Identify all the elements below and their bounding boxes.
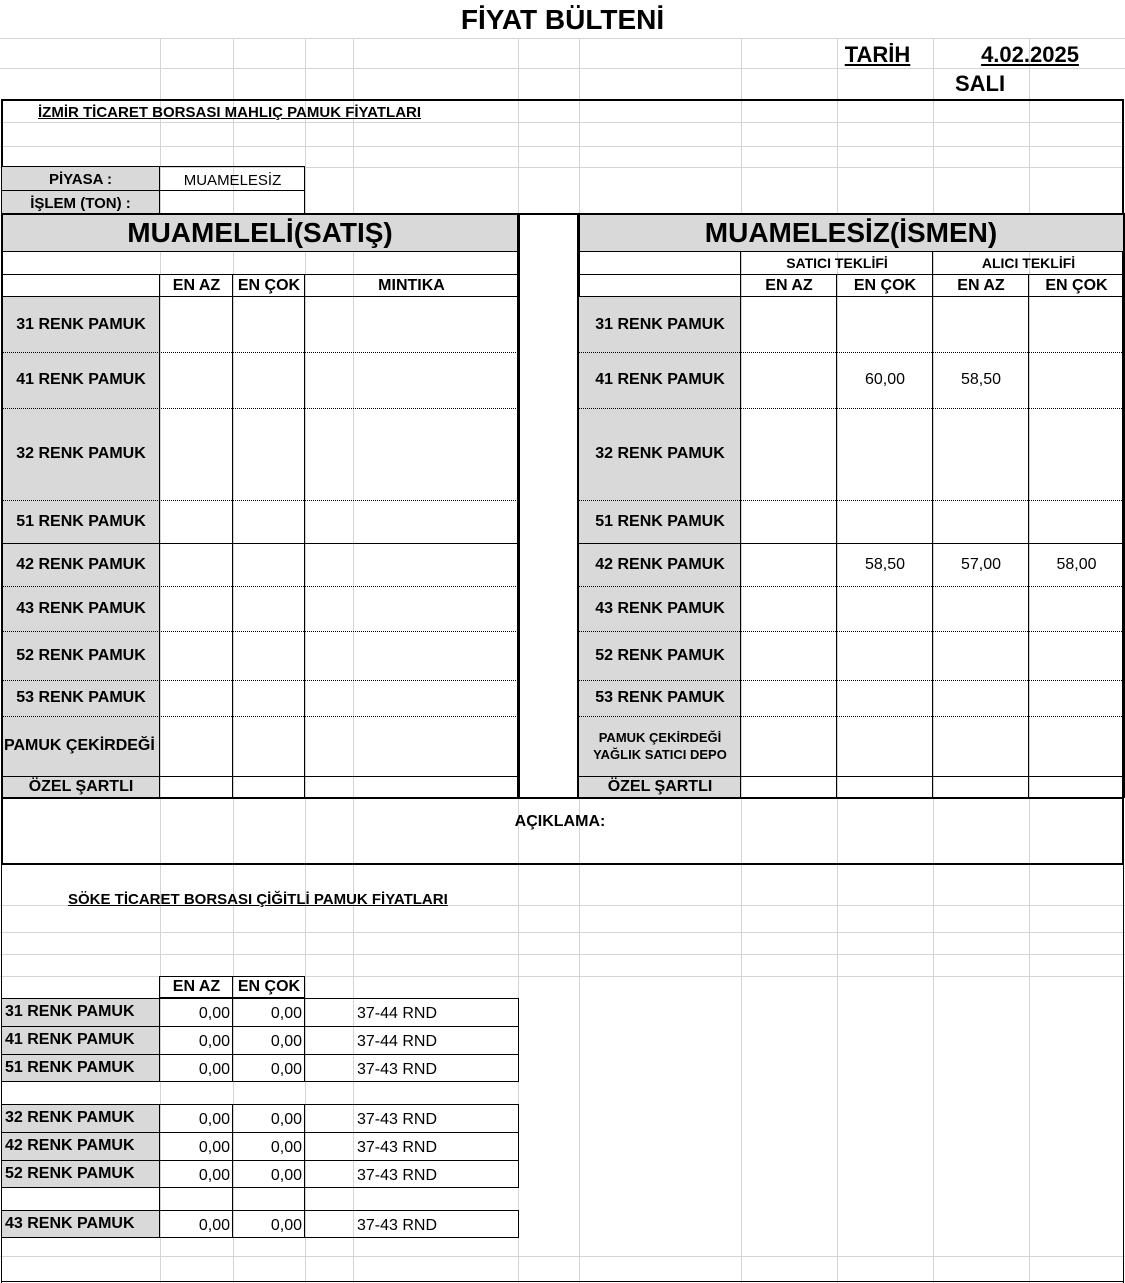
buyer-max-cell [1029, 631, 1124, 680]
left-row-divider-5 [1, 586, 518, 587]
right-row-label: 41 RENK PAMUK [595, 371, 725, 388]
left-row-divider-4 [1, 543, 518, 544]
left-row-divider-1 [1, 352, 518, 353]
seller-max-cell [837, 631, 933, 680]
soke-spacer-divider-a [159, 1188, 160, 1210]
buyer-min-cell [933, 680, 1029, 716]
seller-max-cell [837, 776, 933, 797]
soke-col-max: EN ÇOK [237, 978, 301, 995]
soke-row-label: 52 RENK PAMUK [5, 1165, 135, 1182]
soke-col-line-c-1 [304, 1104, 305, 1188]
izmir-section-title: İZMİR TİCARET BORSASI MAHLIÇ PAMUK FİYATLARI [38, 103, 422, 121]
left-row-label: 51 RENK PAMUK [16, 512, 146, 530]
right-row-label-line1: PAMUK ÇEKİRDEĞİ [598, 730, 722, 745]
seller-min-cell [741, 586, 837, 631]
soke-max-cell: 0,00 [270, 1138, 302, 1156]
lower-left-edge [1, 865, 2, 1283]
title-bottom-left [1, 251, 518, 252]
soke-min-cell: 0,00 [198, 1166, 230, 1184]
islem-label: İŞLEM (TON) : [30, 194, 131, 212]
soke-note-cell: 37-43 RND [357, 1138, 438, 1156]
seller-max-cell [837, 680, 933, 716]
soke-note-cell: 37-43 RND [357, 1060, 438, 1078]
soke-col-line-b-2 [232, 1210, 233, 1238]
soke-col-line-b-0 [232, 998, 233, 1082]
buyer-min-cell [933, 631, 1029, 680]
note-label: AÇIKLAMA: [514, 813, 606, 830]
buyer-group-header: ALICI TEKLİFİ [981, 255, 1076, 271]
soke-min-cell: 0,00 [198, 1110, 230, 1128]
right-row-label: 31 RENK PAMUK [595, 315, 725, 333]
soke-min-cell: 0,00 [198, 1138, 230, 1156]
seller-group-header: SATICI TEKLİFİ [786, 255, 888, 271]
soke-max-cell: 0,00 [270, 1004, 302, 1022]
left-row-divider-8 [1, 716, 518, 717]
seller-max-cell [837, 586, 933, 631]
right-row-divider-6 [579, 631, 1124, 632]
left-row-label: 31 RENK PAMUK [16, 315, 146, 333]
left-row-label: ÖZEL ŞARTLI [28, 777, 134, 795]
right-row-label [579, 716, 741, 776]
soke-note-cell: 37-43 RND [357, 1166, 438, 1184]
day-label: SALI [954, 71, 1006, 96]
buyer-min-cell [933, 586, 1029, 631]
seller-max-cell [837, 500, 933, 543]
right-row-divider-1 [579, 352, 1124, 353]
soke-group-border-1 [1, 1104, 519, 1188]
soke-section-title: SÖKE TİCARET BORSASI ÇİĞİTLİ PAMUK FİYATLARI [68, 890, 448, 908]
left-title: MUAMELELİ(SATIŞ) [127, 216, 393, 248]
soke-max-cell: 0,00 [270, 1166, 302, 1184]
seller-min-cell [741, 352, 837, 408]
right-col-line-label [740, 252, 741, 798]
soke-spacer-row [1, 1188, 305, 1210]
soke-min-cell: 0,00 [198, 1004, 230, 1022]
seller-min-cell [741, 500, 837, 543]
soke-max-cell: 0,00 [270, 1060, 302, 1078]
left-col-min: EN AZ [172, 277, 221, 294]
seller-max-cell: 58,50 [864, 555, 906, 573]
soke-row-label: 42 RENK PAMUK [5, 1137, 135, 1154]
left-row-label: 52 RENK PAMUK [16, 646, 146, 664]
soke-row-label: 31 RENK PAMUK [5, 1003, 135, 1020]
page-title: FİYAT BÜLTENİ [460, 4, 665, 35]
buyer-max-cell [1029, 297, 1124, 352]
seller-max-cell [837, 716, 933, 776]
seller-min-cell [741, 776, 837, 797]
left-table-right-edge [517, 213, 520, 798]
right-row-divider-9 [579, 776, 1124, 777]
buyer-max-cell [1029, 352, 1124, 408]
left-row-divider-2 [1, 408, 518, 409]
left-row-divider-6 [1, 631, 518, 632]
gridline-row-7 [0, 954, 1125, 955]
right-col-line-buyermax [1028, 274, 1029, 798]
soke-note-cell: 37-43 RND [357, 1110, 438, 1128]
buyer-min-cell: 58,50 [960, 371, 1002, 388]
left-row-label: 32 RENK PAMUK [16, 445, 146, 462]
gridline-row-0 [0, 38, 1125, 39]
right-row-label: 52 RENK PAMUK [595, 646, 725, 664]
soke-note-cell: 37-44 RND [357, 1032, 438, 1050]
left-row-label: 41 RENK PAMUK [16, 371, 146, 388]
header-top-right [579, 274, 741, 275]
seller-max-cell: 60,00 [864, 371, 906, 388]
soke-max-cell: 0,00 [270, 1110, 302, 1128]
right-row-label: 32 RENK PAMUK [595, 445, 725, 462]
right-row-divider-7 [579, 680, 1124, 681]
date-value: 4.02.2025 [981, 42, 1079, 67]
soke-note-cell: 37-43 RND [357, 1216, 438, 1234]
soke-col-line-a-0 [159, 998, 160, 1082]
soke-col-line-c-0 [304, 998, 305, 1082]
seller-max-cell [837, 297, 933, 352]
seller-min-cell [741, 716, 837, 776]
soke-group-border-0 [1, 998, 519, 1082]
left-frame-left [1, 213, 3, 798]
left-col-line-max [304, 274, 305, 798]
buyer-max-cell: 58,00 [1056, 555, 1097, 573]
right-row-label: 43 RENK PAMUK [595, 599, 725, 617]
right-col-seller-max: EN ÇOK [853, 277, 917, 294]
buyer-max-cell [1029, 716, 1124, 776]
buyer-min-cell [933, 500, 1029, 543]
soke-row-label: 32 RENK PAMUK [5, 1109, 135, 1126]
buyer-min-cell: 57,00 [960, 555, 1002, 573]
buyer-max-cell [1029, 500, 1124, 543]
soke-row-label: 43 RENK PAMUK [5, 1215, 135, 1232]
soke-min-cell: 0,00 [198, 1216, 230, 1234]
right-row-label-line2: YAĞLIK SATICI DEPO [593, 747, 727, 762]
seller-min-cell [741, 408, 837, 500]
right-col-buyer-max: EN ÇOK [1045, 277, 1108, 294]
title-top-border [1, 213, 1124, 215]
buyer-max-cell [1029, 408, 1124, 500]
right-row-label: 42 RENK PAMUK [595, 555, 725, 573]
buyer-min-cell [933, 776, 1029, 797]
buyer-min-cell [933, 297, 1029, 352]
soke-col-line-b-1 [232, 1104, 233, 1188]
seller-min-cell [741, 680, 837, 716]
lower-right-edge [1123, 865, 1124, 1283]
right-row-label: 53 RENK PAMUK [595, 689, 725, 706]
seller-min-cell [741, 631, 837, 680]
left-row-label: 42 RENK PAMUK [16, 555, 146, 573]
left-row-divider-3 [1, 500, 518, 501]
right-col-line-sellermax [836, 274, 837, 798]
left-col-line-min [232, 274, 233, 798]
soke-group-border-2 [1, 1210, 519, 1238]
buyer-min-cell [933, 716, 1029, 776]
buyer-max-cell [1029, 586, 1124, 631]
gridline-row-6 [0, 932, 1125, 933]
soke-max-cell: 0,00 [270, 1032, 302, 1050]
buyer-min-cell [933, 408, 1029, 500]
soke-min-cell: 0,00 [198, 1060, 230, 1078]
seller-min-cell [741, 543, 837, 586]
right-row-divider-8 [579, 716, 1124, 717]
left-col-line-label [159, 274, 160, 798]
right-row-divider-5 [579, 586, 1124, 587]
soke-col-line-c-2 [304, 1210, 305, 1238]
left-row-label: 43 RENK PAMUK [16, 599, 146, 617]
right-title: MUAMELESİZ(İSMEN) [704, 216, 998, 248]
seller-min-cell [741, 297, 837, 352]
gridline-row-9 [0, 1256, 1125, 1257]
buyer-max-cell [1029, 776, 1124, 797]
soke-row-label: 51 RENK PAMUK [5, 1059, 135, 1076]
seller-max-cell [837, 408, 933, 500]
right-col-seller-min: EN AZ [765, 277, 813, 294]
left-row-divider-7 [1, 680, 518, 681]
piyasa-value: MUAMELESİZ [183, 171, 282, 189]
soke-col-line-a-2 [159, 1210, 160, 1238]
right-row-label: 51 RENK PAMUK [595, 512, 725, 530]
lower-bottom-edge [1, 1281, 1124, 1282]
soke-col-line-a-1 [159, 1104, 160, 1188]
left-row-label: 53 RENK PAMUK [16, 689, 146, 706]
left-row-label: PAMUK ÇEKİRDEĞİ [4, 737, 155, 754]
soke-spacer-divider-b [232, 1188, 233, 1210]
right-col-buyer-min: EN AZ [957, 277, 1005, 294]
buyer-max-cell [1029, 680, 1124, 716]
left-col-max: EN ÇOK [237, 277, 301, 294]
piyasa-label: PİYASA : [48, 170, 113, 188]
soke-row-label: 41 RENK PAMUK [5, 1031, 135, 1048]
soke-note-cell: 37-44 RND [357, 1004, 438, 1022]
right-row-label: ÖZEL ŞARTLI [607, 777, 713, 795]
table-bottom-border [1, 797, 1124, 799]
soke-max-cell: 0,00 [270, 1216, 302, 1234]
date-label: TARİH [844, 42, 911, 67]
left-row-divider-9 [1, 776, 518, 777]
soke-min-cell: 0,00 [198, 1032, 230, 1050]
left-col-region: MINTIKA [378, 277, 445, 294]
right-row-divider-4 [579, 543, 1124, 544]
right-row-divider-3 [579, 500, 1124, 501]
right-row-divider-2 [579, 408, 1124, 409]
soke-col-min: EN AZ [172, 978, 221, 995]
